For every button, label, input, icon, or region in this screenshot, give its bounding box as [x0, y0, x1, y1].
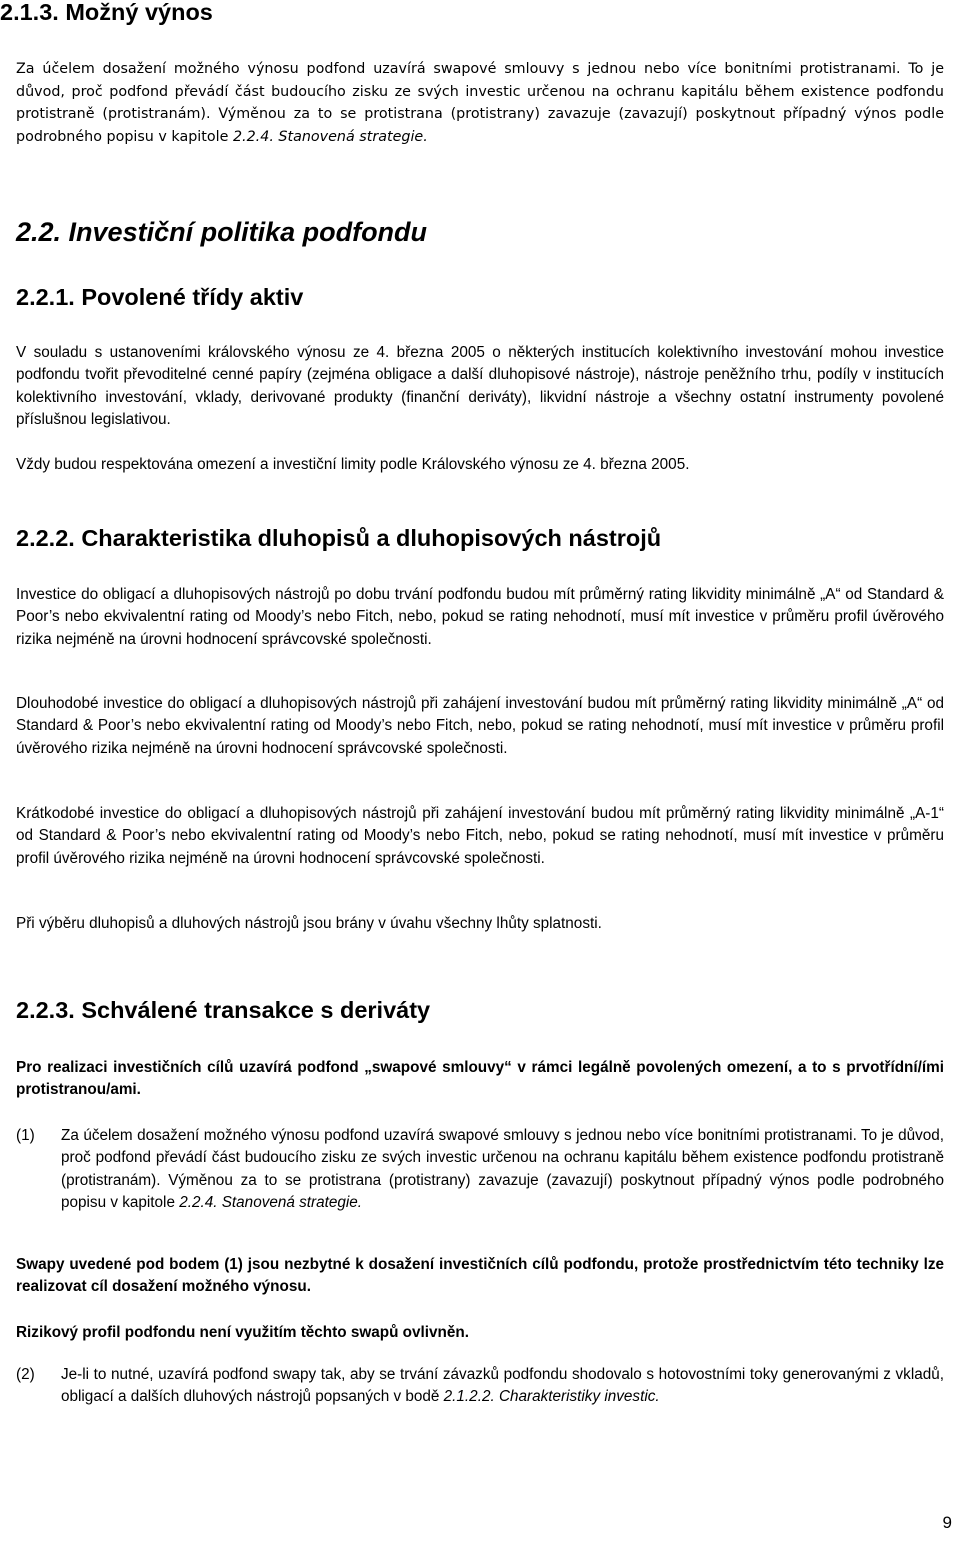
paragraph-swap-intro: [16, 1057, 944, 1102]
paragraph-swaps-necessary: [16, 1254, 944, 1299]
paragraph-short-term: [16, 803, 944, 870]
paragraph-risk-profile-text: Rizikový profil podfondu není využitím těchto swapů ovlivněn.: [16, 1324, 469, 1341]
list-item-1: [16, 1125, 944, 1237]
paragraph-bond-rating-text: Investice do obligací a dluhopisových nástrojů po dobu trvání podfondu budou mít průměrný rating likvidity minimálně „A“ od Standard & Poor’s nebo ekvivalentní rating od Moody’s nebo Fitch, nebo, pokud se rating nehodnotí, musí mít investice v průměru profil úvěrového rizika nejméně na úrovni hodnocení správcovské společnosti.: [16, 586, 944, 648]
paragraph-limits: [16, 454, 944, 476]
list-item-1-reference: 2.2.4. Stanovená strategie.: [179, 1194, 363, 1212]
list-item-2-reference: 2.1.2.2. Charakteristiky investic.: [443, 1388, 660, 1406]
list-item-2-text: Je-li to nutné, uzavírá podfond swapy tak, aby se trvání závazků podfondu shodovalo s hotovostními toky generovanými z vkladů, obligací a dalších dluhových nástrojů popsaných v bodě: [61, 1366, 944, 1406]
list-item-1-text: Za účelem dosažení možného výnosu podfond uzavírá swapové smlouvy s jednou nebo více bonitními protistranami. To je důvod, proč podfond převádí část budoucího zisku ze svých investic určenou na ochranu kapitálu během existence podfondu protistraně (protistranám). Výměnou za to se protistrana (protistrany) zavazuje (zavazují) poskytnout případný výnos podle podrobného popisu v kapitole: [61, 1127, 944, 1212]
paragraph-possible-yield: [16, 58, 944, 148]
list-item-1-number: (1): [16, 1127, 35, 1144]
paragraph-risk-profile: [16, 1322, 944, 1344]
paragraph-long-term-text: Dlouhodobé investice do obligací a dluhopisových nástrojů při zahájení investování budou mít průměrný rating likvidity minimálně „A“ od Standard & Poor’s nebo ekvivalentní rating od Moody’s nebo Fitch, nebo, pokud se rating nehodnotí, musí mít investice v průměru profil úvěrového rizika nejméně na úrovni hodnocení správcovské společnosti.: [16, 695, 944, 757]
list-item-2: [16, 1364, 944, 1432]
paragraph-bond-rating: [16, 584, 944, 651]
heading-2-2-2: 2.2.2. Charakteristika dluhopisů a dluhopisových nástrojů: [16, 525, 662, 551]
paragraph-swaps-necessary-text: Swapy uvedené pod bodem (1) jsou nezbytné k dosažení investičních cílů podfondu, protože prostřednictvím této techniky lze realizovat cíl dosažení možného výnosu.: [16, 1256, 944, 1296]
paragraph-limits-text: Vždy budou respektována omezení a investiční limity podle Královského výnosu ze 4. března 2005.: [16, 456, 690, 473]
paragraph-asset-classes: [16, 342, 944, 432]
list-item-2-body: [61, 1364, 944, 1409]
heading-2-2-3: 2.2.3. Schválené transakce s deriváty: [16, 997, 431, 1023]
page-number: 9: [942, 1513, 952, 1532]
heading-2-2: 2.2. Investiční politika podfondu: [16, 217, 428, 247]
heading-2-2-1: 2.2.1. Povolené třídy aktiv: [16, 284, 304, 310]
heading-2-1-3: 2.1.3. Možný výnos: [0, 0, 213, 25]
paragraph-asset-classes-text: V souladu s ustanoveními královského výnosu ze 4. března 2005 o některých institucích kolektivního investování mohou investice podfondu tvořit převoditelné cenné papíry (zejména obligace a další dluhopisové nástroje), nástroje peněžního trhu, podíly v institucích kolektivního investování, vklady, derivované produkty (finanční deriváty), likvidní nástroje a všechny ostatní instrumenty povolené příslušnou legislativou.: [16, 344, 944, 429]
paragraph-maturities-text: Při výběru dluhopisů a dluhových nástrojů jsou brány v úvahu všechny lhůty splatnosti.: [16, 915, 602, 932]
paragraph-possible-yield-text: Za účelem dosažení možného výnosu podfond uzavírá swapové smlouvy s jednou nebo více bonitními protistranami. To je důvod, proč podfond převádí část budoucího zisku ze svých investic určenou na ochranu kapitálu během existence podfondu protistraně (protistranám). Výměnou za to se protistrana (protistrany) zavazuje (zavazují) poskytnout případný výnos podle podrobného popisu v kapitole: [16, 61, 944, 145]
list-item-1-body: [61, 1125, 944, 1215]
paragraph-maturities: [16, 913, 944, 935]
list-item-2-number: (2): [16, 1366, 35, 1383]
paragraph-short-term-text: Krátkodobé investice do obligací a dluhopisových nástrojů při zahájení investování budou mít průměrný rating likvidity minimálně „A-1“ od Standard & Poor’s nebo ekvivalentní rating od Moody’s nebo Fitch, nebo, pokud se rating nehodnotí, musí mít investice v průměru profil úvěrového rizika nejméně na úrovni hodnocení správcovské společnosti.: [16, 805, 944, 867]
paragraph-swap-intro-text: Pro realizaci investičních cílů uzavírá podfond „swapové smlouvy“ v rámci legálně povolených omezení, a to s prvotřídní/ími protistranou/ami.: [16, 1059, 944, 1099]
reference-stanovena-strategie: 2.2.4. Stanovená strategie.: [232, 128, 428, 145]
paragraph-long-term: [16, 693, 944, 760]
